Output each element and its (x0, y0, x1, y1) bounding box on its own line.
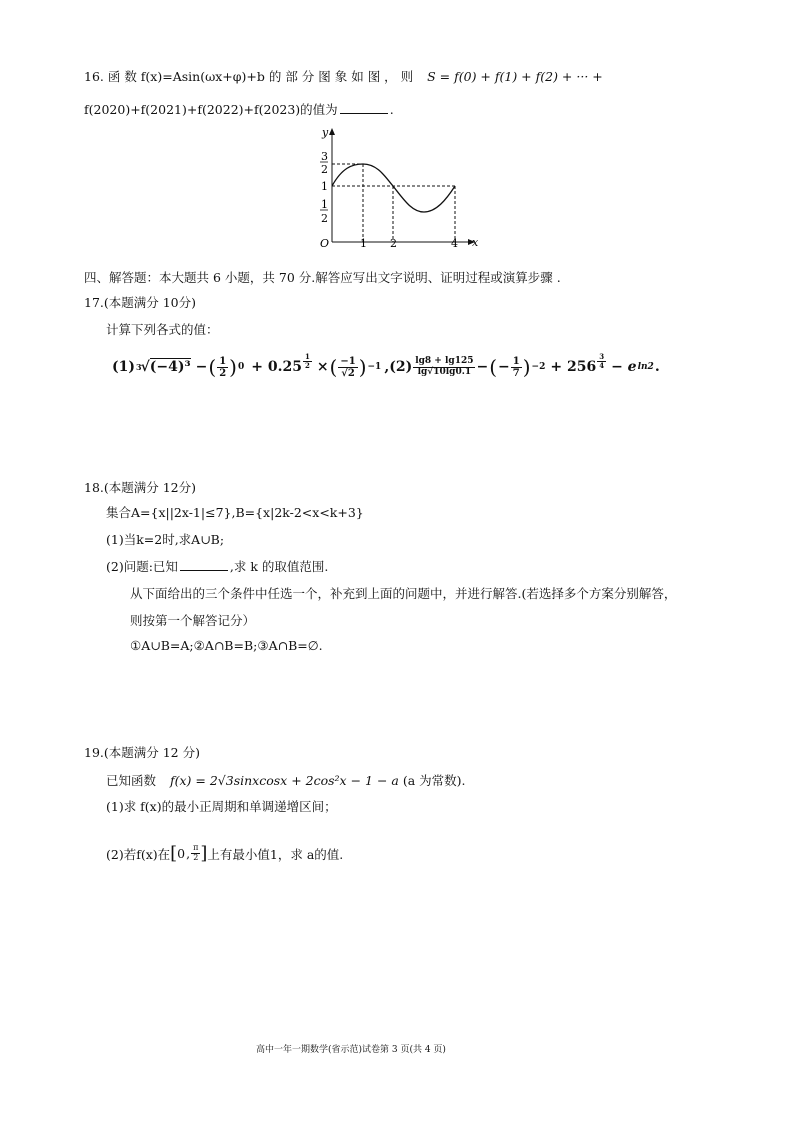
q18-options: ①A∪B=A;②A∩B=B;③A∩B=∅. (130, 638, 323, 653)
section-heading: 四、解答题：本大题共 6 小题，共 70 分.解答应写出文字说明、证明过程或演算步骤 . (84, 270, 561, 285)
x-tick-2: 2 (390, 237, 397, 250)
function-expression: f(x) = 2√3sinxcosx + 2cos²x − 1 − a (170, 773, 399, 788)
y-axis-arrow (329, 128, 335, 135)
y-tick-1b: 1 (321, 198, 328, 211)
q19-function: 已知函数 f(x) = 2√3sinxcosx + 2cos²x − 1 − a (a 为常数). (106, 773, 466, 788)
x-tick-1: 1 (360, 237, 367, 250)
q16-line1 (84, 67, 603, 85)
condition-blank (180, 558, 228, 571)
y-tick-2b: 2 (321, 212, 328, 225)
q16-text: 16. 函 数 f(x)=Asin(ωx+φ)+b 的 部 分 图 象 如 图 ， 则 (84, 69, 414, 84)
q16-line2: f(2020)+f(2021)+f(2022)+f(2023)的值为 . (84, 102, 394, 117)
q18-instruction-1: 从下面给出的三个条件中任选一个，补充到上面的问题中，并进行解答.(若选择多个方案分别解答， (130, 586, 677, 601)
function-graph (300, 120, 490, 255)
answer-blank (340, 101, 388, 114)
y-tick-2a: 2 (321, 163, 328, 176)
y-tick-1: 1 (321, 180, 328, 193)
x-axis-label: x (472, 236, 479, 249)
page-footer: 高中一年一期数学(省示范)试卷第 3 页(共 4 页) (256, 1045, 446, 1055)
y-axis-label: y (322, 126, 329, 139)
cube-root: √(−4)³ (140, 359, 191, 375)
x-tick-4: 4 (451, 237, 458, 250)
q19-title: 19.(本题满分 12 分) (84, 745, 200, 760)
q19-part2: (2)若f(x)在 [ 0 , $\frac{\pi}{2}$ ] 上有最小值1，求 a的值. (106, 843, 344, 864)
y-tick-3: 3 (321, 150, 328, 163)
q18-part1: (1)当k=2时,求A∪B; (106, 532, 225, 547)
q16-sum-expr: S = f(0) + f(1) + f(2) + ··· + (427, 69, 603, 84)
q18-sets: 集合A={x||2x-1|≤7},B={x|2k-2<x<k+3} (106, 505, 364, 520)
q16-text2: f(2020)+f(2021)+f(2022)+f(2023)的值为 (84, 102, 338, 117)
q19-part1: (1)求 f(x)的最小正周期和单调递增区间； (106, 799, 337, 814)
q18-part2: (2)问题:已知 ,求 k 的取值范围. (106, 559, 329, 574)
q17-title: 17.(本题满分 10分) (84, 295, 197, 310)
origin-label: O (320, 237, 330, 250)
q18-instruction-2: 则按第一个解答记分） (130, 613, 256, 628)
q17-instruction: 计算下列各式的值： (106, 322, 219, 337)
q18-title: 18.(本题满分 12分) (84, 480, 197, 495)
q17-expression: (1) 3 √(−4)³ − ( $\frac{1}{2}$ ) 0 + 0.25 $\frac{1}{2}$ × ( $\frac{-1}{√2}$ ) −1 ,(2) $\frac{\lg 8 + \lg 125}{\lg√10\lg 0.1}$ − ( − $\frac{1}{7}$ ) −2 + 256 $\frac{3}{4}$ − e ln2 . (112, 351, 660, 379)
